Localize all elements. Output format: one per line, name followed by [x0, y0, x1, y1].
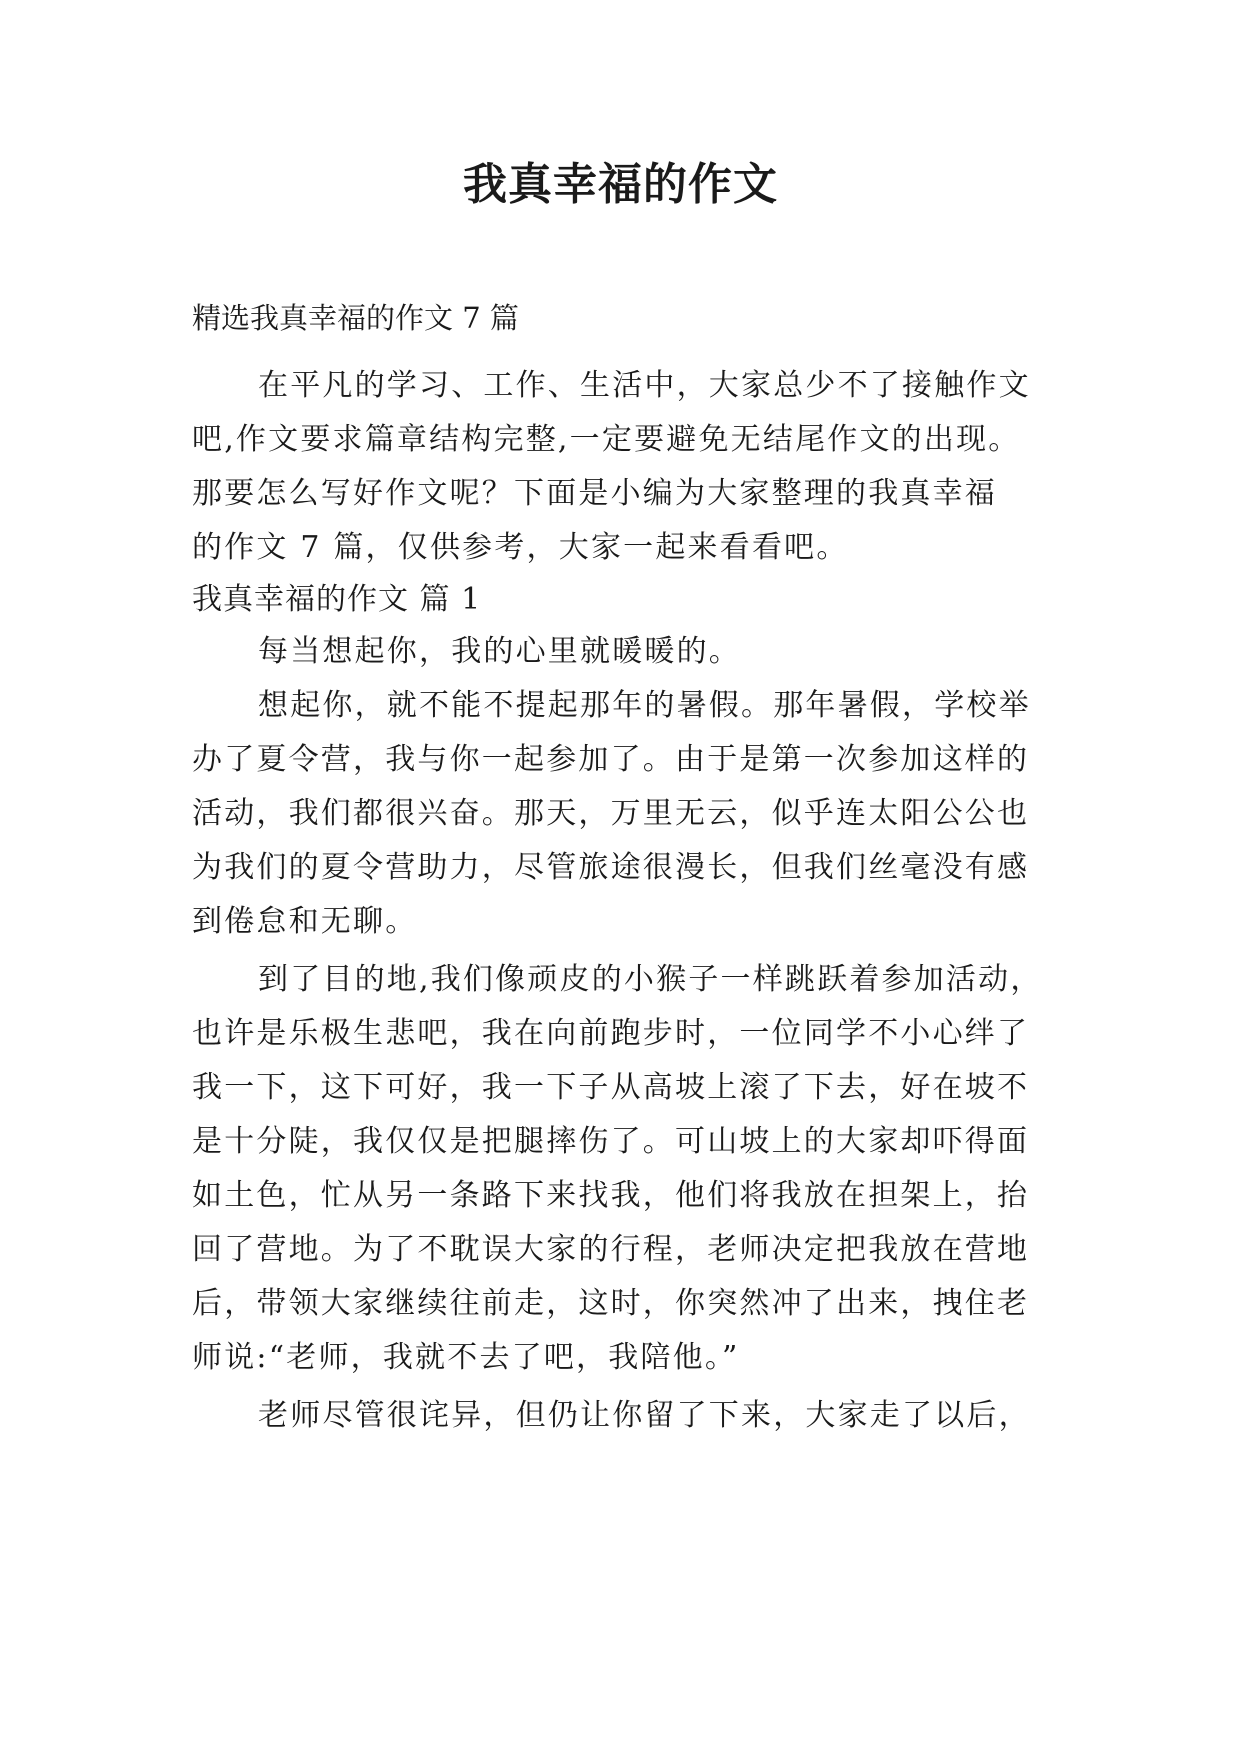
text-line: 师说:“老师，我就不去了吧，我陪他。” — [192, 1340, 740, 1375]
text-line: 活动，我们都很兴奋。那天，万里无云，似乎连太阳公公也 — [192, 796, 1030, 831]
text-line: 的作文 7 篇，仅供参考，大家一起来看看吧。 — [192, 530, 849, 565]
text-line: 在平凡的学习、工作、生活中，大家总少不了接触作文 — [258, 368, 1031, 403]
text-line: 吧,作文要求篇章结构完整,一定要避免无结尾作文的出现。 — [192, 422, 1021, 457]
text-line: 到了目的地,我们像顽皮的小猴子一样跳跃着参加活动， — [258, 962, 1043, 997]
text-line: 每当想起你，我的心里就暖暖的。 — [258, 634, 741, 669]
text-line: 我一下，这下可好，我一下子从高坡上滚了下去，好在坡不 — [192, 1070, 1030, 1105]
text-line: 如土色，忙从另一条路下来找我，他们将我放在担架上，抬 — [192, 1178, 1030, 1213]
section-heading: 我真幸福的作文 篇 1 — [192, 582, 482, 617]
text-line: 老师尽管很诧异，但仍让你留了下来，大家走了以后， — [258, 1398, 1031, 1433]
text-line: 为我们的夏令营助力，尽管旅途很漫长，但我们丝毫没有感 — [192, 850, 1030, 885]
text-line: 想起你，就不能不提起那年的暑假。那年暑假，学校举 — [258, 688, 1031, 723]
text-line: 办了夏令营，我与你一起参加了。由于是第一次参加这样的 — [192, 742, 1030, 777]
text-line: 到倦怠和无聊。 — [192, 904, 418, 939]
text-line: 回了营地。为了不耽误大家的行程，老师决定把我放在营地 — [192, 1232, 1030, 1267]
text-line: 是十分陡，我仅仅是把腿摔伤了。可山坡上的大家却吓得面 — [192, 1124, 1030, 1159]
text-line: 后，带领大家继续往前走，这时，你突然冲了出来，拽住老 — [192, 1286, 1030, 1321]
text-line: 那要怎么写好作文呢？下面是小编为大家整理的我真幸福 — [192, 476, 997, 511]
document-title: 我真幸福的作文 — [463, 159, 778, 210]
text-line: 也许是乐极生悲吧，我在向前跑步时，一位同学不小心绊了 — [192, 1016, 1030, 1051]
document-subtitle: 精选我真幸福的作文 7 篇 — [192, 301, 519, 335]
